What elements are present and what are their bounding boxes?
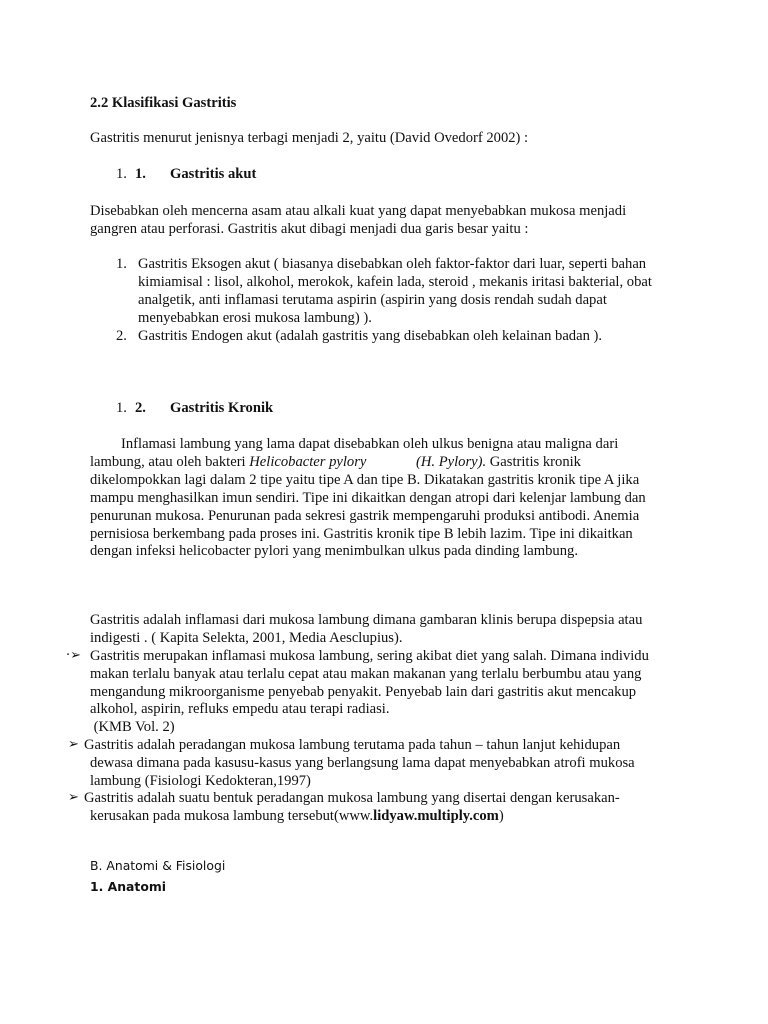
acute-item-number: 1. — [116, 256, 127, 272]
definition-line: Gastritis adalah inflamasi dari mukosa lambung dimana gambaran klinis berupa dispepsia atau — [90, 612, 643, 628]
anatomy-subheading: 1. Anatomi — [90, 879, 167, 894]
definition-line: indigesti . ( Kapita Selekta, 2001, Media Aesclupius). — [90, 630, 403, 646]
bullet-line: lambung (Fisiologi Kedokteran,1997) — [90, 773, 311, 789]
h-pylory-term: (H. Pylory). — [416, 454, 487, 470]
bullet-line: Gastritis adalah suatu bentuk peradangan mukosa lambung yang disertai dengan kerusakan- — [84, 790, 620, 806]
bullet-line: Gastritis merupakan inflamasi mukosa lambung, sering akibat diet yang salah. Dimana individu — [90, 648, 649, 664]
acute-item-line: analgetik, anti inflamasi terutama aspirin (aspirin yang dosis rendah sudah dapat — [138, 292, 607, 308]
chronic-text-run: lambung, atau oleh bakteri — [90, 454, 250, 470]
chronic-heading: Gastritis Kronik — [170, 400, 274, 416]
bullet-line: mengandung mikroorganisme penyebab penyakit. Penyebab lain dari gastritis akut mencakup — [90, 684, 637, 700]
bullet-line: alkohol, aspirin, refluks empedu atau terapi radiasi. — [90, 701, 390, 717]
acute-outer-number: 1. — [116, 166, 127, 182]
source-link[interactable]: lidyaw.multiply.com — [373, 808, 499, 824]
chronic-text-run: Gastritis kronik — [486, 454, 581, 470]
chronic-para-line: pernisiosa berkembang pada proses ini. Gastritis kronik tipe B lebih lazim. Tipe ini dikaitkan — [90, 526, 633, 542]
bullet-line — [90, 807, 504, 825]
acute-item-line: kimiamisal : lisol, alkohol, merokok, kafein lada, steroid , mekanis iritasi bakterial, obat — [138, 274, 652, 290]
acute-item-number: 2. — [116, 328, 127, 344]
chronic-para-line: dengan infeksi helicobacter pylori yang menimbulkan ulkus pada dinding lambung. — [90, 543, 578, 559]
acute-desc-line: Disebabkan oleh mencerna asam atau alkali kuat yang dapat menyebabkan mukosa menjadi — [90, 203, 627, 219]
chronic-para-line: Inflamasi lambung yang lama dapat disebabkan oleh ulkus benigna atau maligna dari — [121, 436, 619, 452]
arrow-bullet-icon: ·➢ — [66, 648, 82, 663]
helicobacter-term: Helicobacter pylory — [249, 454, 367, 470]
chronic-outer-number: 1. — [116, 400, 127, 416]
acute-inner-number: 1. — [135, 166, 146, 182]
acute-item-line: menyebabkan erosi mukosa lambung) ). — [138, 310, 372, 326]
bullet-line: (KMB Vol. 2) — [90, 719, 175, 735]
bullet-text-run: ) — [498, 808, 504, 824]
chronic-para-line — [416, 453, 581, 471]
acute-heading: Gastritis akut — [170, 166, 257, 182]
bullet-line: Gastritis adalah peradangan mukosa lambung terutama pada tahun – tahun lanjut kehidupan — [84, 737, 621, 753]
acute-item-line: Gastritis Eksogen akut ( biasanya disebabkan oleh faktor-faktor dari luar, seperti bahan — [138, 256, 647, 272]
bullet-text-run: kerusakan pada mukosa lambung tersebut(www. — [90, 808, 374, 824]
chronic-para-line: dikelompokkan lagi dalam 2 tipe yaitu tipe A dan tipe B. Dikatakan gastritis kronik tipe A jika — [90, 472, 640, 488]
acute-item-line: Gastritis Endogen akut (adalah gastritis yang disebabkan oleh kelainan badan ). — [138, 328, 603, 344]
arrow-bullet-icon: ➢ — [68, 790, 79, 805]
bullet-line: makan terlalu banyak atau terlalu cepat atau makan makanan yang terlalu berbumbu atau yang — [90, 666, 642, 682]
chronic-para-line — [90, 453, 366, 471]
acute-desc-line: gangren atau perforasi. Gastritis akut dibagi menjadi dua garis besar yaitu : — [90, 221, 529, 237]
bullet-line: dewasa dimana pada kasusu-kasus yang berlangsung lama dapat menyebabkan atrofi mukosa — [90, 755, 635, 771]
arrow-bullet-icon: ➢ — [68, 737, 79, 752]
chronic-para-line: mampu menghasilkan imun sendiri. Tipe ini dikaitkan dengan atropi dari kelenjar lambung dan — [90, 490, 646, 506]
chronic-inner-number: 2. — [135, 400, 146, 416]
chronic-para-line: penurunan mukosa. Penurunan pada sekresi gastrik mempengaruhi produksi antibodi. Anemia — [90, 508, 640, 524]
intro-paragraph: Gastritis menurut jenisnya terbagi menjadi 2, yaitu (David Ovedorf 2002) : — [90, 130, 529, 146]
section-title: 2.2 Klasifikasi Gastritis — [90, 95, 237, 111]
anatomy-heading: B. Anatomi & Fisiologi — [90, 858, 226, 873]
